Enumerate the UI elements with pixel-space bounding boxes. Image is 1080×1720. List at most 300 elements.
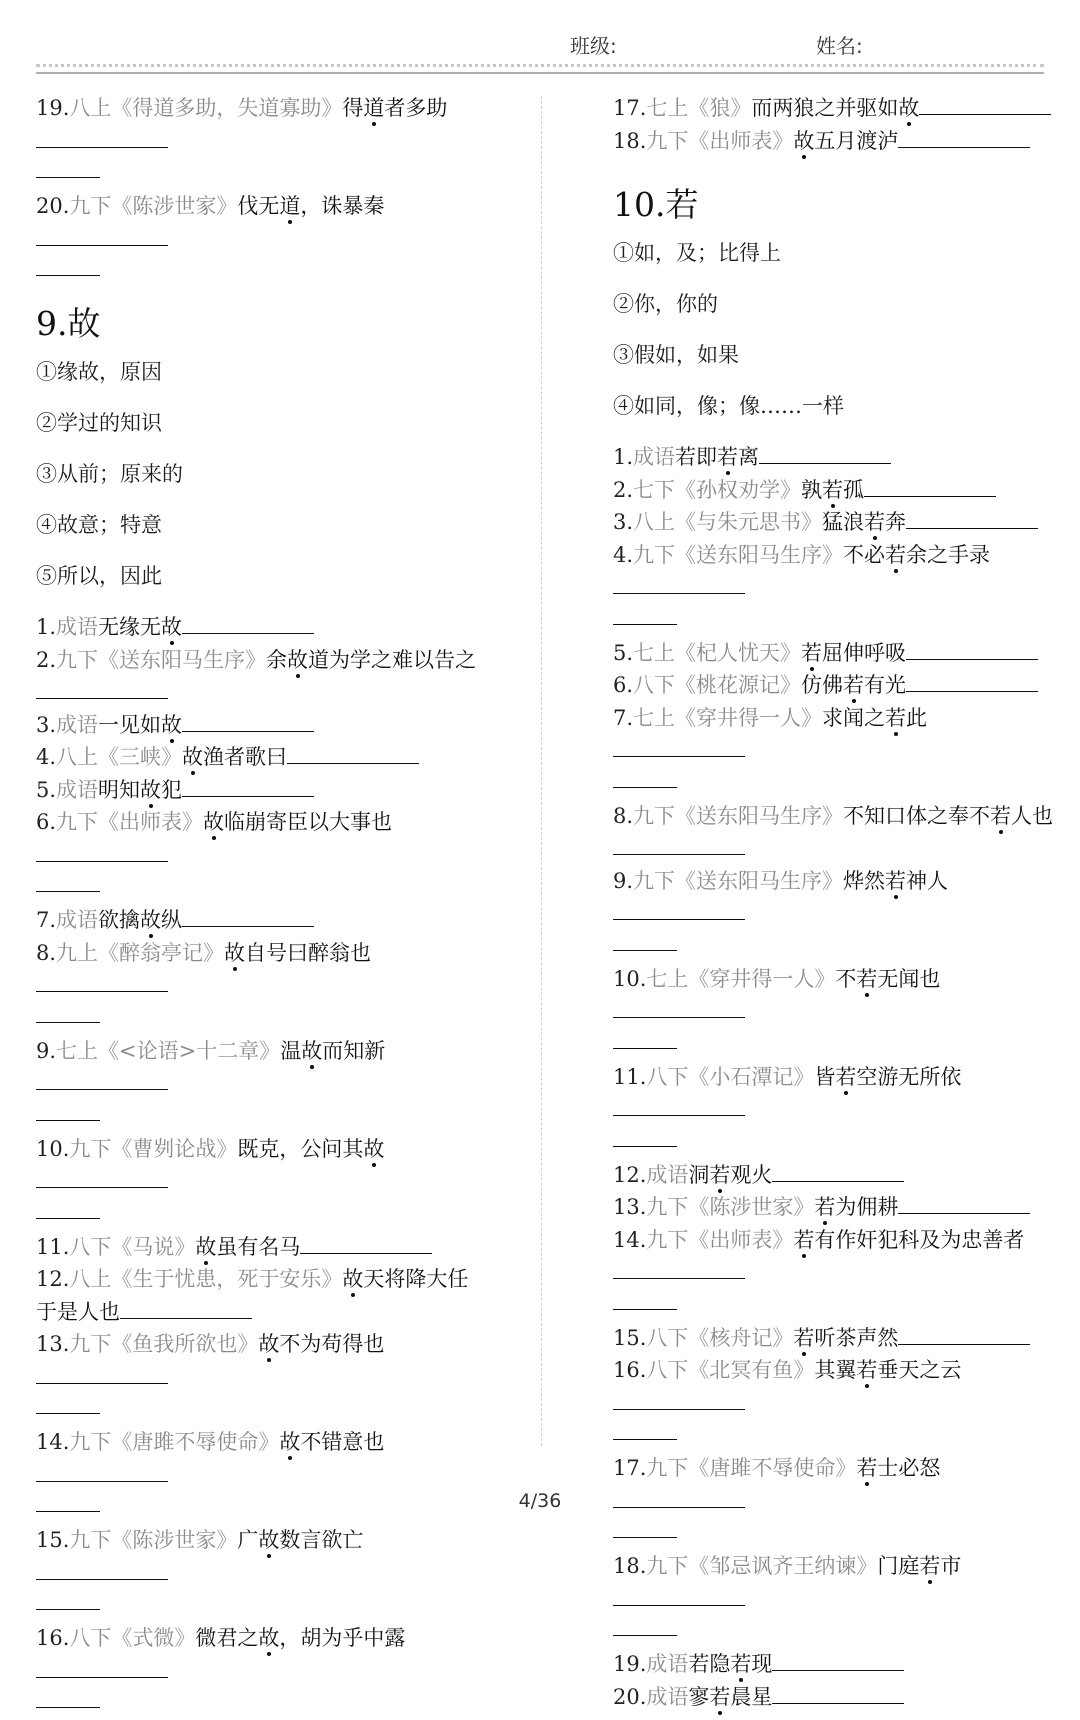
exercise-item	[613, 1681, 1059, 1714]
answer-blank-continued[interactable]	[613, 1126, 677, 1147]
answer-blank[interactable]	[36, 1559, 168, 1580]
answer-blank[interactable]	[772, 1650, 904, 1671]
answer-blank[interactable]	[898, 1324, 1030, 1345]
item-sentence	[801, 641, 906, 665]
item-source: 成语	[646, 1162, 689, 1187]
sentence-post: 有光	[864, 673, 907, 697]
sentence-pre: 烨然	[843, 868, 886, 893]
item-sentence	[675, 445, 759, 469]
item-source: 九下《唐雎不辱使命》	[646, 1456, 857, 1480]
key-character: 若	[864, 510, 886, 534]
answer-blank[interactable]	[864, 476, 996, 497]
item-source: 八下《核舟记》	[646, 1325, 794, 1350]
answer-blank-continued[interactable]	[613, 1517, 677, 1538]
item-sentence	[195, 1235, 300, 1259]
sentence-post: 神人	[906, 868, 949, 893]
answer-blank[interactable]	[300, 1233, 432, 1254]
item-source: 七上《杞人忧天》	[633, 640, 802, 665]
item-source: 九下《陈涉世家》	[646, 1195, 815, 1219]
item-number: 17.	[613, 96, 647, 120]
item-source: 九下《送东阳马生序》	[633, 868, 844, 893]
exercise-item	[613, 800, 1059, 865]
item-source: 九下《送东阳马生序》	[633, 542, 844, 567]
sentence-post: 空游无所依	[856, 1064, 962, 1089]
sentence-post: 士必怒	[877, 1456, 941, 1480]
sentence-pre: 求闻之	[822, 705, 886, 730]
answer-blank-continued[interactable]	[36, 1589, 100, 1610]
exercise-item	[36, 937, 482, 1002]
key-character: 故	[301, 1038, 323, 1063]
item-number: 14.	[36, 1430, 70, 1454]
item-sentence	[279, 1430, 384, 1454]
exercise-item	[613, 1224, 1059, 1289]
sentence-post: 五月渡泸	[814, 128, 899, 153]
item-source: 八下《小石潭记》	[646, 1064, 815, 1089]
answer-blank-continued[interactable]	[613, 1615, 677, 1636]
exercise-item	[36, 1328, 482, 1393]
key-character: 故	[287, 647, 309, 672]
item-source: 九下《出师表》	[56, 810, 204, 834]
answer-blank[interactable]	[36, 1461, 168, 1482]
sentence-post: 余之手录	[906, 542, 991, 567]
answer-blank[interactable]	[919, 94, 1051, 115]
item-number: 8.	[36, 940, 57, 965]
answer-blank[interactable]	[182, 613, 314, 634]
sentence-pre: 孰	[801, 477, 823, 502]
key-character: 若	[793, 1325, 815, 1350]
item-source: 八下《桃花源记》	[633, 673, 802, 697]
sentence-pre: 洞	[688, 1162, 710, 1187]
answer-blank[interactable]	[613, 1095, 745, 1116]
sentence-post: 犯	[161, 777, 183, 802]
exercise-item	[36, 1231, 482, 1264]
sentence-post: 道为学之难以告之	[308, 647, 477, 672]
item-sentence	[280, 1039, 385, 1063]
sentence-pre: 若隐	[688, 1652, 731, 1676]
exercise-item	[613, 1191, 1059, 1224]
item-number: 3.	[36, 712, 57, 737]
item-sentence	[98, 713, 182, 737]
exercise-item	[36, 1524, 482, 1589]
item-number: 17.	[613, 1456, 647, 1480]
sentence-pre: 不	[835, 966, 857, 991]
key-character: 故	[363, 1136, 385, 1161]
definition: ①缘故，原因	[36, 360, 162, 384]
page-number: 4/36	[518, 1490, 562, 1512]
answer-blank[interactable]	[36, 971, 168, 992]
answer-blank-continued[interactable]	[36, 1100, 100, 1121]
key-character: 若	[856, 966, 878, 991]
sentence-post: 现	[751, 1652, 773, 1676]
key-character: 故	[203, 810, 225, 834]
key-character: 故	[793, 128, 815, 153]
sentence-post: 者多助	[384, 96, 448, 120]
answer-blank[interactable]	[898, 1193, 1030, 1214]
sentence-post: 临崩寄臣以大事也	[224, 810, 393, 834]
answer-blank-continued[interactable]	[36, 1393, 100, 1414]
sentence-post: 观火	[730, 1162, 773, 1187]
sentence-post: 听茶声然	[814, 1325, 899, 1350]
sentence-pre: 不知口体之奉不	[843, 803, 991, 828]
item-source: 八上《得道多助，失道寡助》	[69, 96, 343, 120]
exercise-item	[36, 1035, 482, 1100]
sentence-post: 晨星	[730, 1684, 773, 1709]
item-sentence	[843, 804, 1053, 828]
item-sentence	[843, 543, 990, 567]
sentence-post: 屈伸呼吸	[822, 640, 907, 665]
exercise-item	[613, 506, 1059, 539]
item-number: 1.	[613, 445, 634, 469]
item-number: 19.	[36, 96, 70, 120]
answer-blank[interactable]	[36, 1069, 168, 1090]
answer-blank[interactable]	[120, 1298, 252, 1319]
item-source: 九下《陈涉世家》	[69, 194, 238, 218]
answer-blank[interactable]	[613, 997, 745, 1018]
item-source: 八下《式微》	[69, 1626, 196, 1650]
key-character: 故	[161, 615, 183, 639]
exercise-item	[36, 774, 482, 807]
item-source: 八上《与朱元思书》	[633, 510, 823, 534]
sentence-post: 此	[906, 705, 928, 730]
item-sentence	[814, 1195, 898, 1219]
item-source: 九下《邹忌讽齐王纳谏》	[646, 1554, 878, 1578]
item-number: 16.	[613, 1358, 647, 1382]
section-title: 10.若	[613, 185, 699, 224]
key-character: 道	[363, 96, 385, 120]
answer-blank[interactable]	[906, 508, 1038, 529]
item-sentence	[801, 478, 864, 502]
exercise-item	[36, 190, 482, 255]
key-character: 若	[801, 640, 823, 665]
item-sentence	[98, 778, 182, 802]
definition: ②你，你的	[613, 292, 718, 316]
exercise-item	[613, 1159, 1059, 1192]
item-number: 20.	[36, 194, 70, 218]
key-character: 若	[835, 1064, 857, 1089]
answer-blank[interactable]	[772, 1683, 904, 1704]
answer-blank[interactable]	[613, 1258, 745, 1279]
exercise-item	[613, 963, 1059, 1028]
item-source: 九下《鱼我所欲也》	[69, 1332, 259, 1356]
page-header	[0, 0, 1080, 80]
key-character: 故	[342, 1267, 364, 1291]
answer-blank[interactable]	[613, 1389, 745, 1410]
answer-blank-continued[interactable]	[613, 930, 677, 951]
item-sentence	[822, 706, 927, 730]
answer-blank[interactable]	[898, 127, 1030, 148]
key-character: 若	[885, 868, 907, 893]
sentence-post: 奔	[885, 510, 907, 534]
item-sentence	[688, 1685, 772, 1709]
item-number: 6.	[613, 673, 634, 697]
item-sentence	[822, 510, 906, 534]
answer-blank-continued[interactable]	[36, 1002, 100, 1023]
item-sentence	[801, 673, 906, 697]
header-rule	[36, 64, 1044, 74]
item-number: 12.	[613, 1162, 647, 1187]
item-source: 九下《出师表》	[646, 1227, 794, 1252]
item-source: 七上《狼》	[646, 96, 752, 120]
item-number: 5.	[613, 640, 634, 665]
footer-rule	[36, 1460, 1044, 1462]
item-source: 八上《三峡》	[56, 745, 183, 769]
exercise-item	[36, 644, 482, 709]
sentence-pre: 既克，公问其	[237, 1136, 364, 1161]
answer-blank[interactable]	[182, 906, 314, 927]
item-number: 14.	[613, 1227, 647, 1252]
sentence-pre: 微君之	[195, 1626, 259, 1650]
item-sentence	[688, 1163, 772, 1187]
item-sentence	[195, 1626, 405, 1650]
item-source: 成语	[56, 908, 99, 932]
item-source: 成语	[646, 1652, 689, 1676]
key-character: 故	[140, 777, 162, 802]
sentence-pre: 猛浪	[822, 510, 865, 534]
item-sentence	[814, 1358, 961, 1382]
sentence-pre: 无缘无	[98, 615, 162, 639]
sentence-pre: 温	[280, 1038, 302, 1063]
sentence-post: 离	[738, 445, 760, 469]
sentence-post: 无闻也	[877, 966, 941, 991]
exercise-item	[36, 1622, 482, 1687]
key-character: 若	[885, 542, 907, 567]
key-character: 若	[709, 1162, 731, 1187]
answer-blank[interactable]	[759, 443, 891, 464]
answer-blank[interactable]	[906, 671, 1038, 692]
sentence-pre: 得	[342, 96, 364, 120]
sentence-pre: 若即	[675, 445, 718, 469]
key-character: 故	[195, 1234, 217, 1259]
sentence-pre: 欲擒	[98, 908, 141, 932]
answer-blank-continued[interactable]	[36, 1687, 100, 1708]
exercise-item	[613, 539, 1059, 604]
item-source: 九下《唐雎不辱使命》	[69, 1430, 280, 1454]
answer-blank-continued[interactable]	[613, 767, 677, 788]
definition: ③假如，如果	[613, 343, 739, 367]
exercise-item	[613, 1648, 1059, 1681]
sentence-pre: 广	[237, 1528, 259, 1552]
definition: ④故意；特意	[36, 513, 162, 537]
key-character: 故	[161, 712, 183, 737]
key-character: 故	[182, 745, 204, 769]
sentence-post: 人也	[1011, 803, 1054, 828]
item-number: 4.	[613, 542, 634, 567]
sentence-post: ，胡为乎中露	[279, 1626, 406, 1650]
exercise-item	[613, 474, 1059, 507]
answer-blank-continued[interactable]	[613, 1028, 677, 1049]
answer-blank[interactable]	[613, 573, 745, 594]
answer-blank[interactable]	[36, 678, 168, 699]
sentence-post: 市	[940, 1554, 962, 1578]
answer-blank-continued[interactable]	[613, 604, 677, 625]
item-sentence	[877, 1554, 961, 1578]
item-number: 2.	[613, 477, 634, 502]
item-source: 七上《穿井得一人》	[646, 966, 836, 991]
sentence-post: 虽有名马	[216, 1234, 301, 1259]
exercise-item	[36, 709, 482, 742]
item-source: 七下《孙权劝学》	[633, 477, 802, 502]
sentence-pre: 伐无	[237, 194, 280, 218]
item-sentence	[98, 615, 182, 639]
exercise-item	[613, 865, 1059, 930]
sentence-pre: 一见如	[98, 712, 162, 737]
sentence-post: 不为苟得也	[279, 1332, 385, 1356]
item-number: 18.	[613, 128, 647, 153]
definition: ①如，及；比得上	[613, 241, 781, 265]
sentence-post: 天将降大任于是人也	[36, 1267, 469, 1324]
exercise-item	[613, 669, 1059, 702]
exercise-item	[36, 611, 482, 644]
item-sentence	[814, 1065, 961, 1089]
key-character: 若	[814, 1195, 836, 1219]
key-character: 若	[856, 1456, 878, 1480]
answer-blank[interactable]	[36, 1657, 168, 1678]
item-number: 2.	[36, 647, 57, 672]
item-source: 九下《送东阳马生序》	[56, 647, 267, 672]
key-character: 若	[822, 477, 844, 502]
item-number: 16.	[36, 1626, 70, 1650]
item-source: 八上《生于忧患，死于安乐》	[69, 1267, 343, 1291]
answer-blank-continued[interactable]	[36, 871, 100, 892]
key-character: 故	[224, 940, 246, 965]
answer-blank[interactable]	[36, 1363, 168, 1384]
key-character: 若	[856, 1358, 878, 1382]
exercise-item	[36, 1263, 482, 1328]
sentence-pre: 而两狼之并驱如	[751, 96, 899, 120]
item-source: 八下《北冥有鱼》	[646, 1358, 815, 1382]
answer-blank[interactable]	[287, 743, 419, 764]
key-character: 故	[258, 1626, 280, 1650]
answer-blank-continued[interactable]	[613, 1289, 677, 1310]
exercise-item	[613, 92, 1059, 125]
item-source: 九下《出师表》	[646, 128, 794, 153]
answer-blank[interactable]	[36, 841, 168, 862]
sentence-post: ，诛暴秦	[300, 194, 385, 218]
key-character: 道	[279, 194, 301, 218]
item-number: 20.	[613, 1684, 647, 1709]
item-source: 成语	[633, 445, 676, 469]
item-number: 12.	[36, 1267, 70, 1291]
item-sentence	[843, 869, 948, 893]
sentence-pre: 不必	[843, 542, 886, 567]
column-divider	[541, 96, 542, 1446]
item-source: 七上《<论语>十二章》	[56, 1038, 281, 1063]
exercise-item	[613, 1550, 1059, 1615]
item-number: 7.	[613, 705, 634, 730]
item-sentence	[793, 1228, 1024, 1252]
answer-blank[interactable]	[36, 225, 168, 246]
item-sentence	[237, 194, 384, 218]
item-number: 9.	[613, 868, 634, 893]
item-number: 19.	[613, 1652, 647, 1676]
key-character: 若	[709, 1684, 731, 1709]
item-sentence	[342, 96, 447, 120]
answer-blank[interactable]	[613, 899, 745, 920]
key-character: 故	[279, 1430, 301, 1454]
exercise-item	[36, 92, 482, 157]
name-label: 姓名:	[816, 34, 863, 58]
section-title: 9.故	[36, 304, 101, 343]
answer-blank[interactable]	[36, 127, 168, 148]
item-number: 15.	[36, 1528, 70, 1552]
key-character: 故	[258, 1332, 280, 1356]
item-number: 18.	[613, 1554, 647, 1578]
exercise-item	[36, 741, 482, 774]
item-number: 8.	[613, 803, 634, 828]
key-character: 若	[990, 803, 1012, 828]
item-number: 7.	[36, 908, 57, 932]
answer-blank[interactable]	[613, 834, 745, 855]
sentence-post: 渔者歌曰	[203, 745, 288, 769]
sentence-post: 孤	[843, 477, 865, 502]
exercise-item	[36, 1133, 482, 1198]
answer-blank[interactable]	[613, 1585, 745, 1606]
sentence-pre: 门庭	[877, 1554, 920, 1578]
item-sentence	[258, 1332, 384, 1356]
item-number: 11.	[613, 1064, 647, 1089]
item-number: 6.	[36, 810, 57, 834]
class-label: 班级:	[570, 34, 617, 58]
exercise-item	[613, 1354, 1059, 1419]
exercise-item	[36, 806, 482, 871]
answer-blank[interactable]	[182, 776, 314, 797]
sentence-post: 自号曰醉翁也	[245, 940, 372, 965]
item-number: 5.	[36, 777, 57, 802]
key-character: 故	[140, 908, 162, 932]
sentence-post: 数言欲亡	[279, 1528, 364, 1552]
sentence-pre: 皆	[814, 1064, 836, 1089]
item-number: 10.	[36, 1136, 70, 1161]
exercise-item	[613, 441, 1059, 474]
item-sentence	[237, 1528, 363, 1552]
item-number: 11.	[36, 1234, 70, 1259]
answer-blank-continued[interactable]	[36, 1198, 100, 1219]
key-character: 若	[885, 705, 907, 730]
item-sentence	[835, 967, 940, 991]
item-number: 15.	[613, 1325, 647, 1350]
sentence-post: 垂天之云	[877, 1358, 962, 1382]
exercise-item	[613, 637, 1059, 670]
right-column	[613, 92, 1059, 1713]
exercise-item	[613, 1322, 1059, 1355]
answer-blank-continued[interactable]	[36, 157, 100, 178]
item-sentence	[793, 1326, 898, 1350]
sentence-post: 有作奸犯科及为忠善者	[814, 1227, 1025, 1252]
item-sentence	[224, 941, 371, 965]
answer-blank[interactable]	[36, 1167, 168, 1188]
answer-blank[interactable]	[182, 711, 314, 732]
exercise-item	[613, 1061, 1059, 1126]
left-column	[36, 92, 482, 1720]
item-number: 9.	[36, 1038, 57, 1063]
item-number: 13.	[36, 1332, 70, 1356]
answer-blank-continued[interactable]	[36, 255, 100, 276]
sentence-post: 而知新	[322, 1038, 386, 1063]
answer-blank[interactable]	[906, 639, 1038, 660]
answer-blank[interactable]	[772, 1161, 904, 1182]
item-sentence	[203, 810, 392, 834]
item-sentence	[688, 1652, 772, 1676]
key-character: 若	[717, 445, 739, 469]
exercise-item	[36, 1426, 482, 1491]
key-character: 若	[793, 1227, 815, 1252]
answer-blank[interactable]	[613, 736, 745, 757]
item-number: 1.	[36, 615, 57, 639]
definition: ⑤所以，因此	[36, 564, 162, 588]
item-source: 九下《送东阳马生序》	[633, 803, 844, 828]
answer-blank-continued[interactable]	[613, 1419, 677, 1440]
sentence-post: 为佣耕	[835, 1195, 899, 1219]
